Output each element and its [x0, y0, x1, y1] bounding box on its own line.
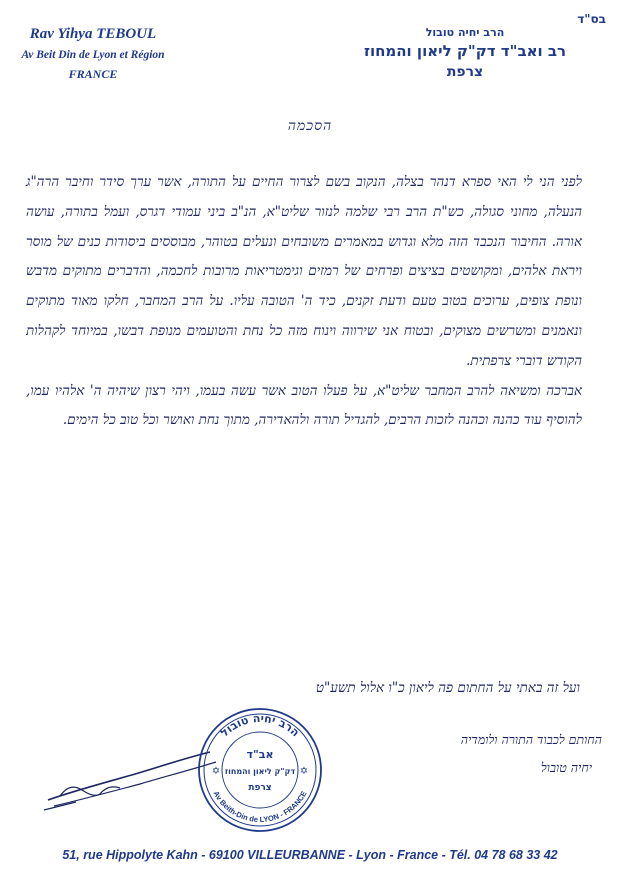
stamp-center-line2: דק"ק ליאון והמחוז	[224, 767, 296, 776]
stamp-top-text: הרב יחיה טובול	[217, 711, 302, 740]
rabbi-title-hebrew: רב ואב"ד דק"ק ליאון והמחוז	[363, 42, 567, 60]
rabbi-title-latin: Av Beit Din de Lyon et Région	[21, 49, 165, 61]
letterhead-right	[360, 26, 570, 80]
handwritten-signature	[40, 748, 220, 818]
letterhead-left	[18, 26, 168, 82]
official-stamp	[196, 706, 324, 834]
signatory-label: החותם לכבוד התורה ולומדיה	[460, 732, 602, 747]
stamp-star-right-icon: ✡	[299, 766, 309, 777]
closing-date-line: ועל זה באתי על החתום פה ליאון כ"ו אלול תשע"ט	[315, 680, 580, 696]
footer-address: 51, rue Hippolyte Kahn - 69100 VILLEURBANNE - Lyon - France - Tél. 04 78 68 33 42	[62, 848, 558, 862]
country-hebrew: צרפת	[446, 64, 484, 80]
rabbi-name-latin: Rav Yihya TEBOUL	[29, 26, 157, 42]
rabbi-name-hebrew: הרב יחיה טובול	[425, 26, 505, 39]
letter-body	[26, 168, 582, 436]
paragraph-blessing: אברכה ומשיאה להרב המחבר שליט"א, על פעלו הטוב אשר עשה בעמו, ויהי רצון שיהיה ה' אלהיו עמו, להוסיף עוד כהנה וכהנה לזכות הרבים, להגדיל תורה ולהאדירה, מתוך נחת ואושר וכל טוב כל הימים.	[26, 382, 582, 429]
stamp-star-left-icon: ✡	[211, 766, 221, 777]
stamp-bottom-text: Av Beith-Din de LYON - FRANCE	[211, 789, 309, 825]
signatory-name: יחיה טובול	[540, 760, 592, 775]
paragraph-approbation: לפני הני לי האי ספרא דנהר בצלה, הנקוב בשם לצרור החיים על התורה, אשר ערך סידר וחיבר הרה"ג הנעלה, מחוני סגולה, כש"ת הרב רבי שלמה לנזור שליט"א, הנ"ב ביני עמודי דגרס, ועמל בתורה, עושה אורה. החיבור הנכבד הזה מלא וגדוש במאמרים משובחים ונעלים בטוהר, מבוססים ביסודות כנים של מוסר ויראת אלהים, ומקושטים בציצים ופרחים של רמזים וגימטריאות מרובות לחכמה, והדברים מתוקים מדבש ונופת צופים, ערוכים בטוב טעם ודעת זקנים, כיד ה' הטובה עליו. על הרב המחבר, חלקו מאוד מתוקים ונאמנים ומשרשים מצוקים, ובטוח אני שירווה וינוח מזה כל נחת והטועמים מנופת דבשו, במיוחד לקהלות הקודש דוברי צרפתית.	[26, 174, 582, 369]
country-latin: FRANCE	[68, 67, 118, 81]
stamp-center-line1: אב"ד	[246, 748, 274, 761]
svg-text:Av Beith-Din de LYON - FRANCE	[211, 789, 308, 824]
stamp-center-line3: צרפת	[248, 783, 272, 793]
bsd-mark: בס"ד	[577, 12, 606, 26]
letter-title: הסכמה	[287, 118, 333, 134]
